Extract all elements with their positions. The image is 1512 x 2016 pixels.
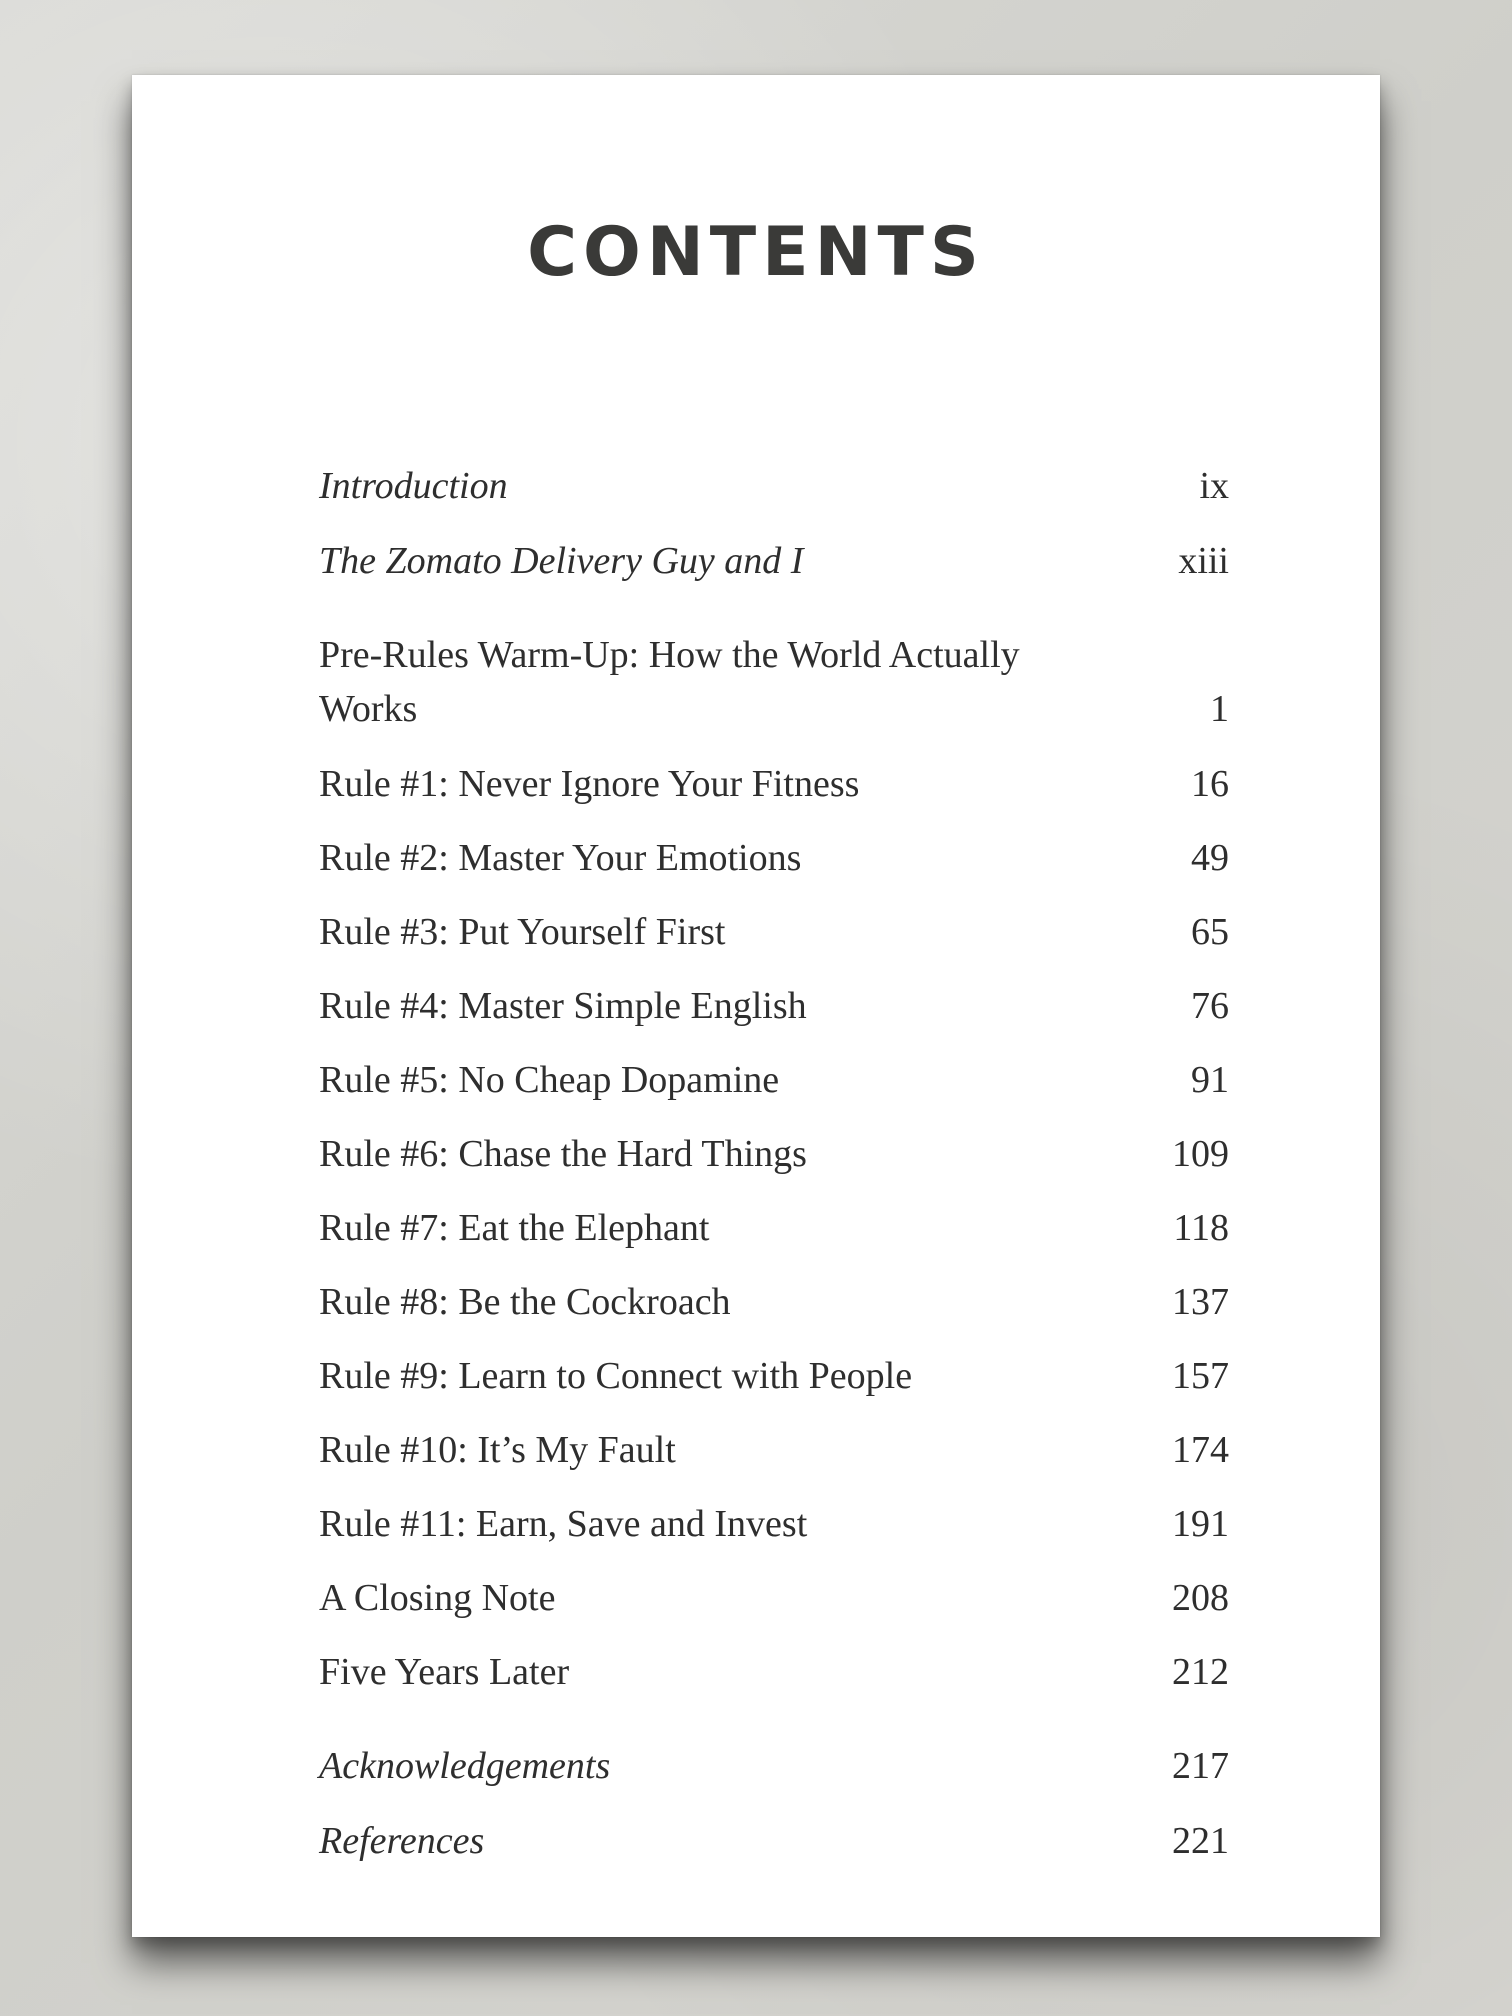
toc-entry-label: Rule #10: It’s My Fault (319, 1429, 676, 1471)
toc-entry-page: xiii (1178, 540, 1229, 582)
toc-entry-rule-3 (319, 905, 1229, 959)
toc-entry-page: 65 (1191, 911, 1229, 953)
toc-entry-rule-6 (319, 1127, 1229, 1181)
table-of-contents (319, 75, 1229, 1937)
toc-entry-page: 191 (1172, 1503, 1229, 1545)
toc-entry-rule-7 (319, 1201, 1229, 1255)
toc-entry-label: Rule #1: Never Ignore Your Fitness (319, 763, 860, 805)
page-title: CONTENTS (527, 213, 985, 292)
toc-entry-label: Rule #4: Master Simple English (319, 985, 807, 1027)
toc-entry-acknowledgements (319, 1739, 1229, 1793)
toc-entry-rule-8 (319, 1275, 1229, 1329)
toc-entry-rule-4 (319, 979, 1229, 1033)
toc-entry-label: Five Years Later (319, 1651, 570, 1693)
toc-entry-page: 174 (1172, 1429, 1229, 1471)
toc-entry-rule-11 (319, 1497, 1229, 1551)
toc-entry-zomato (319, 534, 1229, 588)
toc-entry-label: Rule #8: Be the Cockroach (319, 1281, 731, 1323)
toc-entry-label: Introduction (319, 465, 508, 507)
toc-entry-label: Rule #11: Earn, Save and Invest (319, 1503, 808, 1545)
toc-entry-page: 1 (1210, 688, 1229, 730)
toc-entry-label: Rule #2: Master Your Emotions (319, 837, 802, 879)
toc-entry-rule-10 (319, 1423, 1229, 1477)
toc-entry-label: Rule #7: Eat the Elephant (319, 1207, 710, 1249)
toc-entry-page: 221 (1172, 1820, 1229, 1862)
toc-entry-page: 157 (1172, 1355, 1229, 1397)
toc-entry-page: 208 (1172, 1577, 1229, 1619)
toc-entry-label: The Zomato Delivery Guy and I (319, 540, 804, 582)
toc-entry-label: Acknowledgements (319, 1745, 611, 1787)
toc-entry-page: ix (1199, 465, 1229, 507)
toc-entry-closing-note (319, 1571, 1229, 1625)
book-page (132, 75, 1380, 1937)
toc-entry-rule-5 (319, 1053, 1229, 1107)
toc-entry-rule-1 (319, 757, 1229, 811)
toc-entry-page: 49 (1191, 837, 1229, 879)
toc-entry-label: Rule #6: Chase the Hard Things (319, 1133, 807, 1175)
toc-entry-five-years-later (319, 1645, 1229, 1699)
toc-entry-label: Rule #3: Put Yourself First (319, 911, 726, 953)
toc-entry-label: A Closing Note (319, 1577, 556, 1619)
toc-entry-page: 109 (1172, 1133, 1229, 1175)
toc-entry-rule-9 (319, 1349, 1229, 1403)
toc-entry-introduction (319, 459, 1229, 513)
toc-entry-label: References (319, 1820, 485, 1862)
toc-entry-page: 212 (1172, 1651, 1229, 1693)
toc-entry-page: 217 (1172, 1745, 1229, 1787)
toc-entry-page: 137 (1172, 1281, 1229, 1323)
toc-entry-references (319, 1814, 1229, 1868)
toc-entry-page: 76 (1191, 985, 1229, 1027)
toc-entry-page: 118 (1173, 1207, 1229, 1249)
toc-entry-page: 91 (1191, 1059, 1229, 1101)
toc-entry-label: Rule #5: No Cheap Dopamine (319, 1059, 780, 1101)
toc-entry-label: Rule #9: Learn to Connect with People (319, 1355, 913, 1397)
toc-entry-page: 16 (1191, 763, 1229, 805)
toc-entry-pre-rules (319, 628, 1229, 736)
toc-entry-rule-2 (319, 831, 1229, 885)
toc-entry-label: Pre-Rules Warm-Up: How the World Actually Works (319, 634, 1020, 730)
